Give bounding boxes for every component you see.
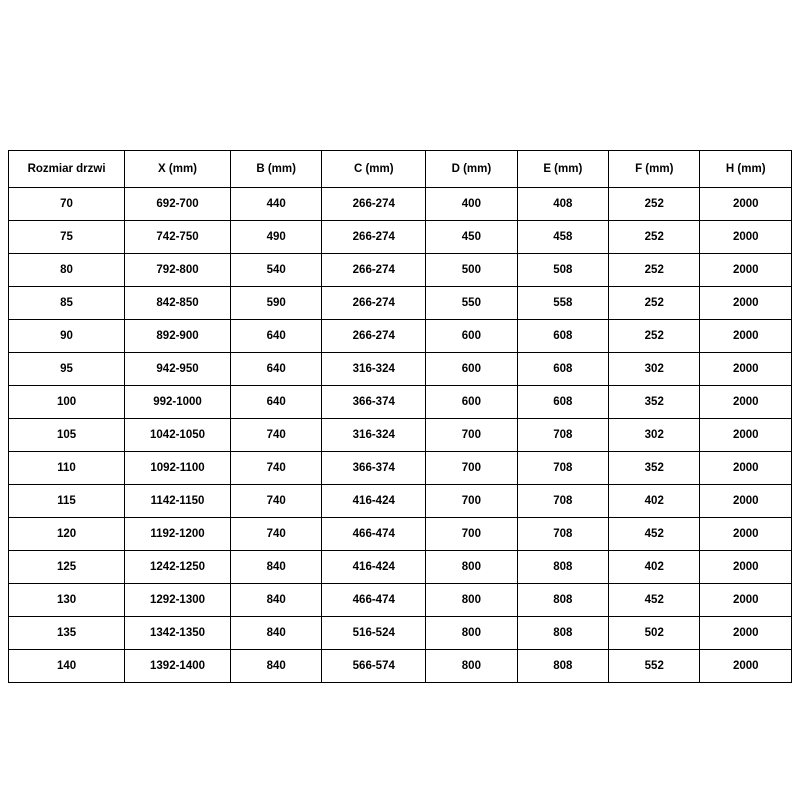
dimensions-table-container: [8, 150, 792, 683]
cell-e: 458: [517, 221, 608, 254]
cell-e: 608: [517, 353, 608, 386]
cell-e: 808: [517, 584, 608, 617]
cell-size: 80: [9, 254, 125, 287]
cell-x: 1292-1300: [125, 584, 231, 617]
cell-b: 840: [230, 650, 321, 683]
table-row: [9, 650, 792, 683]
cell-e: 708: [517, 419, 608, 452]
shower-door-dimensions-table: [8, 150, 792, 683]
cell-b: 740: [230, 485, 321, 518]
cell-c: 516-524: [322, 617, 426, 650]
cell-d: 700: [426, 485, 517, 518]
cell-b: 640: [230, 386, 321, 419]
table-row: [9, 221, 792, 254]
cell-e: 708: [517, 485, 608, 518]
cell-size: 115: [9, 485, 125, 518]
cell-e: 808: [517, 617, 608, 650]
cell-d: 600: [426, 386, 517, 419]
cell-f: 502: [609, 617, 700, 650]
cell-c: 266-274: [322, 221, 426, 254]
cell-x: 692-700: [125, 188, 231, 221]
cell-e: 808: [517, 650, 608, 683]
cell-e: 558: [517, 287, 608, 320]
cell-size: 75: [9, 221, 125, 254]
column-header-b: B (mm): [230, 151, 321, 188]
table-row: [9, 386, 792, 419]
cell-size: 110: [9, 452, 125, 485]
cell-h: 2000: [700, 386, 792, 419]
cell-c: 266-274: [322, 188, 426, 221]
cell-d: 400: [426, 188, 517, 221]
cell-size: 90: [9, 320, 125, 353]
cell-f: 252: [609, 287, 700, 320]
column-header-rozmiar-drzwi: Rozmiar drzwi: [9, 151, 125, 188]
cell-b: 540: [230, 254, 321, 287]
cell-size: 125: [9, 551, 125, 584]
cell-f: 452: [609, 518, 700, 551]
cell-d: 500: [426, 254, 517, 287]
cell-b: 640: [230, 353, 321, 386]
cell-d: 800: [426, 551, 517, 584]
cell-b: 840: [230, 584, 321, 617]
column-header-e: E (mm): [517, 151, 608, 188]
cell-b: 840: [230, 617, 321, 650]
table-row: [9, 353, 792, 386]
cell-f: 252: [609, 254, 700, 287]
table-row: [9, 584, 792, 617]
column-header-c: C (mm): [322, 151, 426, 188]
table-row: [9, 188, 792, 221]
cell-size: 135: [9, 617, 125, 650]
cell-size: 70: [9, 188, 125, 221]
cell-b: 640: [230, 320, 321, 353]
cell-d: 700: [426, 452, 517, 485]
cell-c: 416-424: [322, 551, 426, 584]
cell-size: 100: [9, 386, 125, 419]
cell-x: 742-750: [125, 221, 231, 254]
cell-c: 266-274: [322, 287, 426, 320]
table-row: [9, 617, 792, 650]
cell-e: 708: [517, 518, 608, 551]
cell-b: 740: [230, 518, 321, 551]
cell-f: 402: [609, 551, 700, 584]
table-row: [9, 452, 792, 485]
cell-h: 2000: [700, 320, 792, 353]
cell-x: 892-900: [125, 320, 231, 353]
cell-c: 316-324: [322, 419, 426, 452]
table-header-row: [9, 151, 792, 188]
cell-f: 352: [609, 386, 700, 419]
cell-x: 1142-1150: [125, 485, 231, 518]
cell-size: 130: [9, 584, 125, 617]
cell-size: 85: [9, 287, 125, 320]
cell-h: 2000: [700, 419, 792, 452]
cell-b: 590: [230, 287, 321, 320]
cell-x: 1092-1100: [125, 452, 231, 485]
cell-h: 2000: [700, 287, 792, 320]
table-row: [9, 518, 792, 551]
cell-x: 1392-1400: [125, 650, 231, 683]
cell-c: 466-474: [322, 584, 426, 617]
cell-b: 440: [230, 188, 321, 221]
cell-d: 700: [426, 518, 517, 551]
cell-size: 140: [9, 650, 125, 683]
cell-c: 316-324: [322, 353, 426, 386]
cell-c: 366-374: [322, 452, 426, 485]
cell-b: 490: [230, 221, 321, 254]
cell-c: 566-574: [322, 650, 426, 683]
cell-h: 2000: [700, 518, 792, 551]
cell-size: 120: [9, 518, 125, 551]
cell-x: 992-1000: [125, 386, 231, 419]
table-row: [9, 551, 792, 584]
cell-size: 95: [9, 353, 125, 386]
cell-c: 416-424: [322, 485, 426, 518]
cell-d: 800: [426, 617, 517, 650]
cell-h: 2000: [700, 617, 792, 650]
cell-e: 708: [517, 452, 608, 485]
cell-x: 1342-1350: [125, 617, 231, 650]
cell-h: 2000: [700, 650, 792, 683]
cell-b: 740: [230, 419, 321, 452]
cell-h: 2000: [700, 353, 792, 386]
cell-h: 2000: [700, 584, 792, 617]
column-header-d: D (mm): [426, 151, 517, 188]
cell-x: 942-950: [125, 353, 231, 386]
table-row: [9, 485, 792, 518]
cell-h: 2000: [700, 551, 792, 584]
cell-d: 800: [426, 584, 517, 617]
cell-c: 266-274: [322, 320, 426, 353]
cell-f: 352: [609, 452, 700, 485]
cell-x: 792-800: [125, 254, 231, 287]
cell-f: 252: [609, 221, 700, 254]
column-header-x: X (mm): [125, 151, 231, 188]
cell-d: 600: [426, 353, 517, 386]
cell-f: 402: [609, 485, 700, 518]
cell-f: 302: [609, 419, 700, 452]
cell-f: 552: [609, 650, 700, 683]
table-row: [9, 320, 792, 353]
cell-d: 600: [426, 320, 517, 353]
cell-e: 608: [517, 320, 608, 353]
cell-x: 1042-1050: [125, 419, 231, 452]
cell-d: 550: [426, 287, 517, 320]
cell-c: 366-374: [322, 386, 426, 419]
cell-d: 700: [426, 419, 517, 452]
cell-e: 808: [517, 551, 608, 584]
cell-size: 105: [9, 419, 125, 452]
cell-c: 466-474: [322, 518, 426, 551]
cell-h: 2000: [700, 254, 792, 287]
cell-f: 452: [609, 584, 700, 617]
cell-f: 252: [609, 188, 700, 221]
cell-x: 842-850: [125, 287, 231, 320]
column-header-f: F (mm): [609, 151, 700, 188]
cell-d: 800: [426, 650, 517, 683]
column-header-h: H (mm): [700, 151, 792, 188]
cell-h: 2000: [700, 188, 792, 221]
cell-c: 266-274: [322, 254, 426, 287]
cell-h: 2000: [700, 452, 792, 485]
table-row: [9, 254, 792, 287]
cell-h: 2000: [700, 221, 792, 254]
table-row: [9, 419, 792, 452]
cell-h: 2000: [700, 485, 792, 518]
table-row: [9, 287, 792, 320]
cell-x: 1242-1250: [125, 551, 231, 584]
cell-d: 450: [426, 221, 517, 254]
cell-b: 840: [230, 551, 321, 584]
cell-b: 740: [230, 452, 321, 485]
cell-f: 302: [609, 353, 700, 386]
cell-x: 1192-1200: [125, 518, 231, 551]
cell-f: 252: [609, 320, 700, 353]
cell-e: 408: [517, 188, 608, 221]
cell-e: 608: [517, 386, 608, 419]
cell-e: 508: [517, 254, 608, 287]
